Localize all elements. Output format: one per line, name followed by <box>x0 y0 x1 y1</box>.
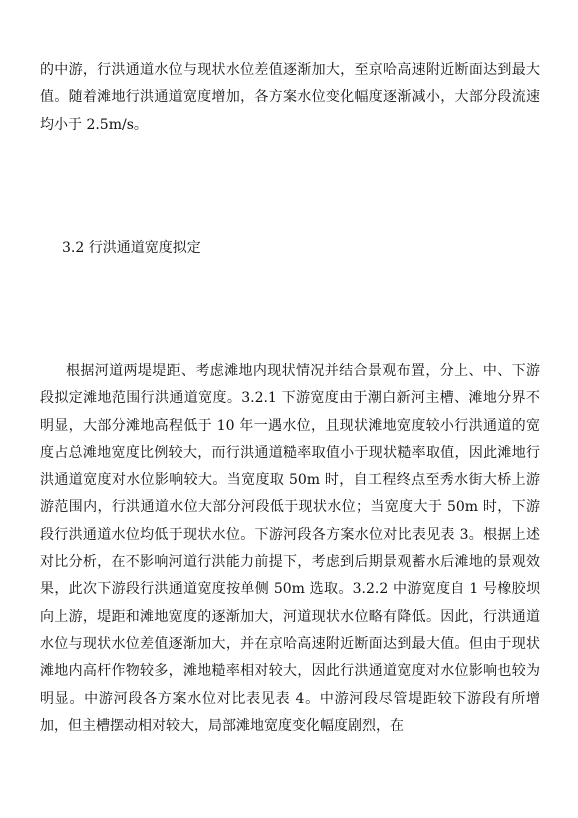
paragraph-body: 根据河道两堤堤距、考虑滩地内现状情况并结合景观布置，分上、中、下游段拟定滩地范围行洪通道宽度。3.2.1 下游宽度由于潮白新河主槽、滩地分界不明显，大部分滩地高程低于 10 年一遇水位，且现状滩地宽度较小行洪通道的宽度占总滩地宽度比例较大，而行洪通道糙率取值小于现状糙率取值，因此滩地行洪通道宽度对水位影响较大。当宽度取 50m 时，自工程终点至秀水街大桥上游游范围内，行洪通道水位大部分河段低于现状水位；当宽度大于 50m 时，下游段行洪通道水位均低于现状水位。下游河段各方案水位对比表见表 3。根据上述对比分析，在不影响河道行洪能力前提下，考虑到后期景观蓄水后滩地的景观效果，此次下游段行洪通道宽度按单侧 50m 选取。3.2.2 中游宽度自 1 号橡胶坝向上游，堤距和滩地宽度的逐渐加大，河道现状水位略有降低。因此，行洪通道水位与现状水位差值逐渐加大，并在京哈高速附近断面达到最大值。但由于现状滩地内高杆作物较多，滩地糙率相对较大，因此行洪通道宽度对水位影响也较为明显。中游河段各方案水位对比表见表 4。中游河段尽管堤距较下游段有所增加，但主槽摆动相对较大，局部滩地宽度变化幅度剧烈，在 <box>40 363 540 734</box>
section-heading: 3.2 行洪通道宽度拟定 <box>62 240 201 256</box>
paragraph-continuation: 的中游，行洪通道水位与现状水位差值逐渐加大，至京哈高速附近断面达到最大值。随着滩地行洪通道宽度增加，各方案水位变化幅度逐渐减小，大部分段流速均小于 2.5m/s。 <box>40 62 540 133</box>
